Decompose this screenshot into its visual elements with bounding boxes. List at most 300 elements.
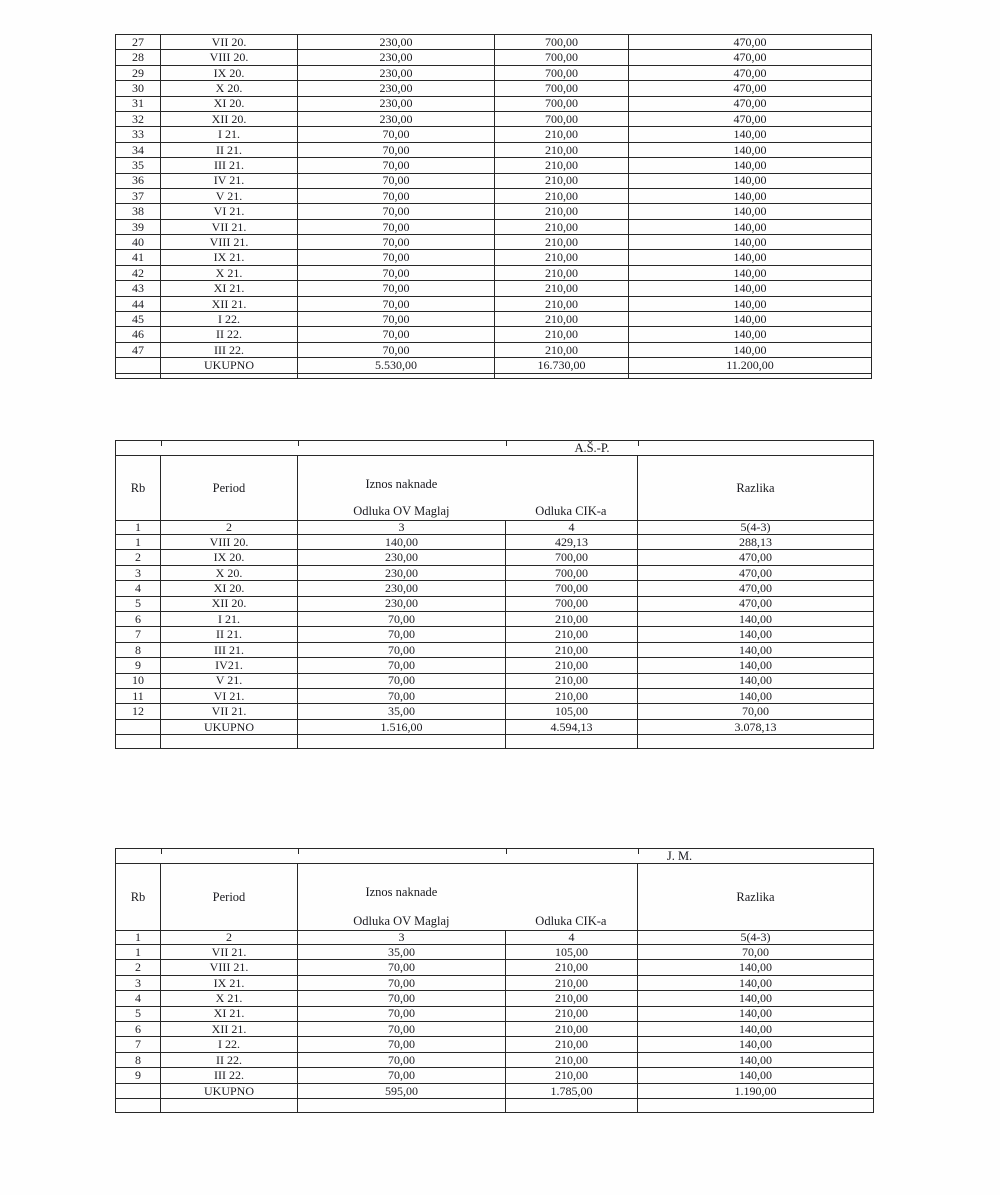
table-cell: 70,00 (298, 281, 495, 296)
table-cell: 140,00 (629, 142, 872, 157)
table-cell (116, 1099, 161, 1113)
table-row (116, 35, 872, 50)
table-row (116, 1037, 874, 1052)
table-cell: 140,00 (629, 327, 872, 342)
table-cell: 700,00 (495, 111, 629, 126)
table-cell: 700,00 (506, 581, 638, 596)
table-cell: 105,00 (506, 704, 638, 719)
table-row (116, 944, 874, 959)
total-row (116, 719, 874, 735)
table-cell: VII 21. (161, 944, 298, 959)
table-cell: 140,00 (629, 312, 872, 327)
table-cell: 41 (116, 250, 161, 265)
total-label: UKUPNO (161, 719, 298, 735)
header-iznos-label: Iznos naknade (365, 477, 438, 492)
table-cell (495, 374, 629, 379)
table-cell: 34 (116, 142, 161, 157)
table-cell (116, 1083, 161, 1099)
table-cell: 210,00 (506, 627, 638, 642)
table-cell: III 22. (161, 1068, 298, 1083)
total-label: UKUPNO (161, 358, 298, 374)
table-title (116, 441, 874, 456)
column-tick (506, 441, 507, 446)
table-cell: 140,00 (638, 975, 874, 990)
table-cell: 210,00 (495, 173, 629, 188)
table-cell: 230,00 (298, 35, 495, 50)
table-row (116, 565, 874, 580)
table-cell: 70,00 (298, 265, 495, 280)
table-cell: 70,00 (298, 312, 495, 327)
table-cell: 70,00 (298, 158, 495, 173)
table-cell: 210,00 (495, 235, 629, 250)
table-cell: 70,00 (298, 342, 495, 357)
table-cell: 470,00 (629, 96, 872, 111)
table-cell: 45 (116, 312, 161, 327)
table-cell: 70,00 (298, 658, 506, 673)
table-cell: I 22. (161, 1037, 298, 1052)
table-cell: 470,00 (638, 596, 874, 611)
table-cell: 70,00 (298, 1052, 506, 1067)
table-cell: XII 20. (161, 111, 298, 126)
table-cell: 70,00 (298, 188, 495, 203)
table-cell: X 21. (161, 265, 298, 280)
table-cell: 140,00 (629, 296, 872, 311)
table-cell: 140,00 (638, 627, 874, 642)
table-cell: IX 21. (161, 975, 298, 990)
table-cell (116, 719, 161, 735)
table-cell (506, 735, 638, 749)
table-cell: IV 21. (161, 173, 298, 188)
total-row (116, 1083, 874, 1099)
table-row (116, 1006, 874, 1021)
table-cell (298, 1099, 506, 1113)
table-cell: 210,00 (506, 960, 638, 975)
table-row (116, 658, 874, 673)
table-cell: 140,00 (638, 1037, 874, 1052)
table-cell: 29 (116, 65, 161, 80)
table-cell: 36 (116, 173, 161, 188)
table-cell: 7 (116, 627, 161, 642)
column-tick (638, 441, 639, 446)
table-row (116, 991, 874, 1006)
table-cell: 700,00 (495, 50, 629, 65)
title-row (116, 441, 874, 456)
table-row (116, 235, 872, 250)
table-cell: 70,00 (298, 960, 506, 975)
table-cell: 700,00 (506, 550, 638, 565)
table-row (116, 81, 872, 96)
table-cell: 70,00 (638, 944, 874, 959)
table-cell: 700,00 (506, 596, 638, 611)
header-odluka-cik: Odluka CIK-a (535, 914, 607, 929)
table-cell: 140,00 (638, 673, 874, 688)
table-cell: 3 (116, 975, 161, 990)
table-cell: 11 (116, 688, 161, 703)
table-cell: 210,00 (506, 1052, 638, 1067)
table-row (116, 688, 874, 703)
table-cell: 210,00 (495, 281, 629, 296)
table-cell: 70,00 (298, 1006, 506, 1021)
table-cell: 70,00 (298, 975, 506, 990)
table-cell: 70,00 (298, 250, 495, 265)
table-cell: 35 (116, 158, 161, 173)
table-cell: 70,00 (298, 127, 495, 142)
table-cell: 210,00 (506, 1006, 638, 1021)
table-cell: 140,00 (629, 281, 872, 296)
header-period: Period (161, 456, 298, 521)
table-cell: III 21. (161, 642, 298, 657)
table-cell: 140,00 (629, 250, 872, 265)
table-cell: 230,00 (298, 65, 495, 80)
table-cell: 140,00 (629, 158, 872, 173)
table-title (116, 849, 874, 864)
table-row (116, 250, 872, 265)
table-row (116, 960, 874, 975)
table-cell: X 20. (161, 81, 298, 96)
table-cell: 210,00 (506, 642, 638, 657)
table-row (116, 975, 874, 990)
table-row (116, 1068, 874, 1083)
table-cell: 39 (116, 219, 161, 234)
table-cell: XI 21. (161, 281, 298, 296)
table-row (116, 673, 874, 688)
table-cell: 210,00 (495, 312, 629, 327)
table-cell: 40 (116, 235, 161, 250)
table-cell: 470,00 (638, 550, 874, 565)
table-cell: X 20. (161, 565, 298, 580)
table-row (116, 611, 874, 626)
table-cell: 700,00 (495, 35, 629, 50)
table-cell: 210,00 (506, 1068, 638, 1083)
table-cell: VI 21. (161, 688, 298, 703)
table-row (116, 1052, 874, 1067)
table-cell: 470,00 (629, 111, 872, 126)
table-cell: 7 (116, 1037, 161, 1052)
table-cell: XI 20. (161, 581, 298, 596)
table-cell: 140,00 (638, 991, 874, 1006)
table-cell: 70,00 (298, 673, 506, 688)
table-cell: 6 (116, 1021, 161, 1036)
table-cell: 2 (116, 960, 161, 975)
table-cell: 230,00 (298, 81, 495, 96)
column-number: 5(4-3) (638, 931, 874, 945)
column-number: 3 (298, 521, 506, 535)
table-cell: 43 (116, 281, 161, 296)
table-cell: 140,00 (629, 219, 872, 234)
table-cell: VI 21. (161, 204, 298, 219)
table-cell: VII 20. (161, 35, 298, 50)
total-value: 11.200,00 (629, 358, 872, 374)
table-cell: 140,00 (629, 235, 872, 250)
table-row (116, 704, 874, 719)
empty-row (116, 735, 874, 749)
total-value: 5.530,00 (298, 358, 495, 374)
table-cell: 140,00 (638, 960, 874, 975)
table-cell: 9 (116, 658, 161, 673)
table-cell: 70,00 (298, 688, 506, 703)
table-cell: 70,00 (298, 642, 506, 657)
table-cell: 70,00 (298, 235, 495, 250)
table-row (116, 581, 874, 596)
table-row (116, 204, 872, 219)
table-cell: 4 (116, 581, 161, 596)
column-number: 1 (116, 521, 161, 535)
table-cell: 70,00 (298, 327, 495, 342)
column-numbers-row (116, 931, 874, 945)
table-cell: 70,00 (298, 1068, 506, 1083)
column-number: 4 (506, 521, 638, 535)
table-row (116, 158, 872, 173)
table-cell: 8 (116, 1052, 161, 1067)
table-cell: I 21. (161, 611, 298, 626)
table-cell: 1 (116, 534, 161, 549)
total-label: UKUPNO (161, 1083, 298, 1099)
table-cell: 33 (116, 127, 161, 142)
table-cell: 230,00 (298, 111, 495, 126)
column-tick (638, 849, 639, 854)
table-cell: 8 (116, 642, 161, 657)
table-asp (115, 440, 874, 749)
table-cell (161, 1099, 298, 1113)
table-cell (629, 374, 872, 379)
table-cell: 210,00 (495, 296, 629, 311)
total-value: 4.594,13 (506, 719, 638, 735)
table-cell: 10 (116, 673, 161, 688)
table-cell: 46 (116, 327, 161, 342)
table-cell: 31 (116, 96, 161, 111)
column-tick (298, 849, 299, 854)
table-cell: 210,00 (506, 658, 638, 673)
table-cell: 70,00 (298, 142, 495, 157)
column-tick (506, 849, 507, 854)
table-cell: V 21. (161, 673, 298, 688)
table-cell: 105,00 (506, 944, 638, 959)
table-cell: VII 21. (161, 704, 298, 719)
table-cell: 230,00 (298, 96, 495, 111)
table-cell: 70,00 (298, 204, 495, 219)
table-cell: 230,00 (298, 550, 506, 565)
column-number: 2 (161, 521, 298, 535)
column-number: 3 (298, 931, 506, 945)
table-cell: 700,00 (495, 65, 629, 80)
table-cell: 470,00 (629, 50, 872, 65)
table-cell: 70,00 (298, 991, 506, 1006)
total-row (116, 358, 872, 374)
table-cell: 210,00 (495, 188, 629, 203)
table-cell: 47 (116, 342, 161, 357)
table-cell (116, 735, 161, 749)
table-title-text: J. M. (666, 848, 693, 863)
table-row (116, 111, 872, 126)
table-cell: IX 21. (161, 250, 298, 265)
table-cell: 70,00 (298, 296, 495, 311)
table-cell: 429,13 (506, 534, 638, 549)
table-cell: 210,00 (495, 158, 629, 173)
table-cell: IX 20. (161, 65, 298, 80)
table-cell: 70,00 (298, 219, 495, 234)
table-cell: 470,00 (629, 35, 872, 50)
table-cell: 5 (116, 596, 161, 611)
table-jm-body (116, 944, 874, 1083)
table-row (116, 342, 872, 357)
table-cell: 230,00 (298, 581, 506, 596)
table-cell: 70,00 (298, 1021, 506, 1036)
header-iznos-naknade (298, 456, 638, 521)
table-cell: XI 21. (161, 1006, 298, 1021)
table-cell: 140,00 (638, 1006, 874, 1021)
table-row (116, 173, 872, 188)
table-cell: VIII 20. (161, 50, 298, 65)
table-cell: III 22. (161, 342, 298, 357)
table-jm (115, 848, 874, 1113)
table-cell: 210,00 (495, 342, 629, 357)
column-numbers-row (116, 521, 874, 535)
table-cell: 70,00 (298, 627, 506, 642)
table-cell: I 21. (161, 127, 298, 142)
table-cell: 230,00 (298, 50, 495, 65)
column-tick (161, 441, 162, 446)
table-cell: 9 (116, 1068, 161, 1083)
table-cell: 38 (116, 204, 161, 219)
table-cell: 700,00 (495, 96, 629, 111)
table-row (116, 281, 872, 296)
table-cell: 210,00 (495, 142, 629, 157)
table-cell: 140,00 (638, 642, 874, 657)
column-tick (298, 441, 299, 446)
table-row (116, 534, 874, 549)
table-cell: 42 (116, 265, 161, 280)
table-cell: 140,00 (638, 611, 874, 626)
table-cell: 700,00 (495, 81, 629, 96)
table-cell: 140,00 (638, 658, 874, 673)
total-value: 16.730,00 (495, 358, 629, 374)
table-cell: 44 (116, 296, 161, 311)
table-cell: 27 (116, 35, 161, 50)
table-cell: 210,00 (495, 327, 629, 342)
table-cell: 210,00 (495, 127, 629, 142)
header-iznos-label: Iznos naknade (365, 885, 438, 900)
table-row (116, 265, 872, 280)
column-number: 4 (506, 931, 638, 945)
table-cell: 288,13 (638, 534, 874, 549)
table-cell (161, 735, 298, 749)
table-cell: 210,00 (495, 219, 629, 234)
table-cell: 37 (116, 188, 161, 203)
table-cell: 32 (116, 111, 161, 126)
table-cell: VII 21. (161, 219, 298, 234)
table-cell: 470,00 (638, 565, 874, 580)
total-value: 1.785,00 (506, 1083, 638, 1099)
total-value: 3.078,13 (638, 719, 874, 735)
table-cell: 70,00 (298, 1037, 506, 1052)
table-cell: 140,00 (638, 688, 874, 703)
table-cell: VIII 21. (161, 960, 298, 975)
table-cell: IV21. (161, 658, 298, 673)
table-row (116, 596, 874, 611)
table-cell: VIII 20. (161, 534, 298, 549)
table-row (116, 96, 872, 111)
table-row (116, 65, 872, 80)
column-number: 2 (161, 931, 298, 945)
table-cell (638, 735, 874, 749)
table-cell: 140,00 (629, 127, 872, 142)
table-header-row (116, 456, 874, 521)
table-cell: V 21. (161, 188, 298, 203)
table-cell: 5 (116, 1006, 161, 1021)
table-cell: 230,00 (298, 596, 506, 611)
table-cell: 140,00 (629, 188, 872, 203)
total-value: 595,00 (298, 1083, 506, 1099)
table-cell: 210,00 (495, 265, 629, 280)
table-row (116, 550, 874, 565)
table-row (116, 1021, 874, 1036)
title-row (116, 849, 874, 864)
column-number: 5(4-3) (638, 521, 874, 535)
total-value: 1.190,00 (638, 1083, 874, 1099)
table-row (116, 642, 874, 657)
table-cell: XII 21. (161, 296, 298, 311)
table-row (116, 627, 874, 642)
table-cell: 70,00 (638, 704, 874, 719)
table-cell: 700,00 (506, 565, 638, 580)
table-cell: II 21. (161, 627, 298, 642)
table-row (116, 50, 872, 65)
table-cell: 210,00 (506, 1037, 638, 1052)
header-rb: Rb (116, 456, 161, 521)
table-row (116, 142, 872, 157)
table-cell: 210,00 (495, 250, 629, 265)
header-odluka-ov-maglaj: Odluka OV Maglaj (353, 914, 450, 929)
table-cell: XII 21. (161, 1021, 298, 1036)
table-cell (638, 1099, 874, 1113)
table-asp-body (116, 534, 874, 719)
table-cell: 1 (116, 944, 161, 959)
table-cell: 140,00 (629, 265, 872, 280)
header-iznos-naknade (298, 864, 638, 931)
table-cell: XII 20. (161, 596, 298, 611)
table-cell: 210,00 (506, 611, 638, 626)
table-cell: 140,00 (638, 1068, 874, 1083)
table-continuation-body (116, 35, 872, 358)
table-cell: 3 (116, 565, 161, 580)
table-row (116, 327, 872, 342)
header-rb: Rb (116, 864, 161, 931)
table-cell: 140,00 (629, 204, 872, 219)
table-cell: 210,00 (495, 204, 629, 219)
table-row (116, 188, 872, 203)
table-title-text: A.Š.-P. (574, 440, 610, 455)
table-cell: 70,00 (298, 611, 506, 626)
table-cell: 2 (116, 550, 161, 565)
table-cell: 140,00 (629, 173, 872, 188)
table-cell (161, 374, 298, 379)
table-cell: 470,00 (638, 581, 874, 596)
table-row (116, 127, 872, 142)
table-cell: 210,00 (506, 975, 638, 990)
table-cell: 230,00 (298, 565, 506, 580)
table-cell: 470,00 (629, 65, 872, 80)
table-cell: 6 (116, 611, 161, 626)
table-cell (116, 374, 161, 379)
table-cell: III 21. (161, 158, 298, 173)
table-cell: 35,00 (298, 944, 506, 959)
table-cell: X 21. (161, 991, 298, 1006)
table-cell: 140,00 (298, 534, 506, 549)
table-cell (298, 735, 506, 749)
table-cell: 12 (116, 704, 161, 719)
table-cell: 210,00 (506, 688, 638, 703)
table-cell: 4 (116, 991, 161, 1006)
